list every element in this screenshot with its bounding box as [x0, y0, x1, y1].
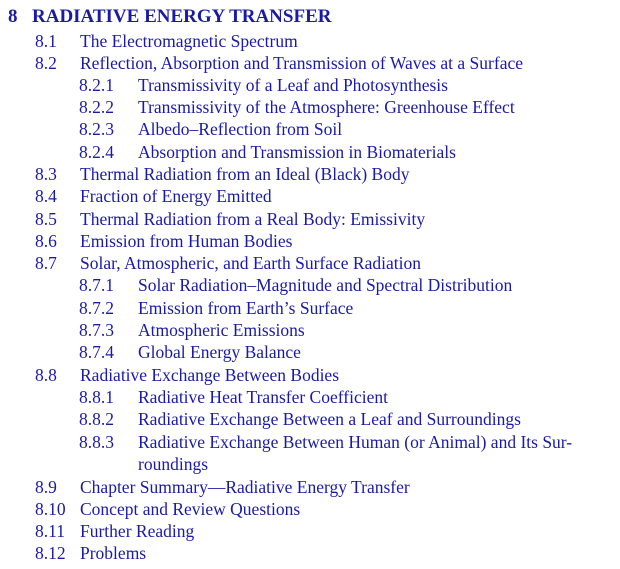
subsection-number: 8.2.4 — [79, 142, 114, 162]
section-title: Chapter Summary—Radiative Energy Transfer — [80, 477, 410, 497]
subsection-number: 8.8.3 — [79, 432, 114, 452]
subsection-title: Emission from Earth’s Surface — [138, 298, 354, 318]
section-title: Thermal Radiation from an Ideal (Black) Body — [80, 164, 410, 184]
section-title: Problems — [80, 543, 147, 563]
subsection-title: Transmissivity of the Atmosphere: Greenhouse Effect — [138, 97, 515, 117]
section-title: Thermal Radiation from a Real Body: Emissivity — [80, 209, 426, 229]
section-title: Reflection, Absorption and Transmission of Waves at a Surface — [80, 53, 523, 73]
subsection-number: 8.8.1 — [79, 387, 114, 407]
section-number: 8.9 — [35, 477, 57, 497]
section-number: 8.8 — [35, 365, 57, 385]
subsection-title: Global Energy Balance — [138, 342, 301, 362]
section-title: Radiative Exchange Between Bodies — [80, 365, 340, 385]
subsection-number: 8.8.2 — [79, 409, 114, 429]
section-number: 8.4 — [35, 186, 57, 206]
subsection-number: 8.2.3 — [79, 119, 114, 139]
subsection-title: Absorption and Transmission in Biomaterials — [138, 142, 456, 162]
subsection-title: Atmospheric Emissions — [138, 320, 305, 340]
subsection-title: Radiative Exchange Between Human (or Animal) and Its Sur-roundings — [138, 432, 573, 474]
section-number: 8.12 — [35, 543, 66, 563]
section-title: Fraction of Energy Emitted — [80, 186, 272, 206]
subsection-title: Radiative Heat Transfer Coefficient — [138, 387, 388, 407]
subsection-title: Solar Radiation–Magnitude and Spectral Distribution — [138, 275, 513, 295]
section-title: Concept and Review Questions — [80, 499, 301, 519]
subsection-number: 8.7.3 — [79, 320, 114, 340]
section-title: Emission from Human Bodies — [80, 231, 293, 251]
subsection-title: Radiative Exchange Between a Leaf and Surroundings — [138, 409, 521, 429]
section-number: 8.6 — [35, 231, 57, 251]
chapter-number: 8 — [8, 6, 18, 27]
section-number: 8.3 — [35, 164, 57, 184]
subsection-number: 8.7.1 — [79, 275, 114, 295]
chapter-heading[interactable] — [8, 6, 331, 28]
subsection-number: 8.2.1 — [79, 75, 114, 95]
subsection-number: 8.2.2 — [79, 97, 114, 117]
subsection-title: Albedo–Reflection from Soil — [138, 119, 343, 139]
subsection-title: Transmissivity of a Leaf and Photosynthesis — [138, 75, 448, 95]
section-number: 8.1 — [35, 31, 57, 51]
section-title: Further Reading — [80, 521, 195, 541]
section-number: 8.11 — [35, 521, 65, 541]
section-title: Solar, Atmospheric, and Earth Surface Radiation — [80, 253, 421, 273]
section-title: The Electromagnetic Spectrum — [80, 31, 298, 51]
subsection-number: 8.7.2 — [79, 298, 114, 318]
subsection-number: 8.7.4 — [79, 342, 114, 362]
section-number: 8.5 — [35, 209, 57, 229]
section-number: 8.7 — [35, 253, 57, 273]
section-number: 8.2 — [35, 53, 57, 73]
section-number: 8.10 — [35, 499, 66, 519]
chapter-title: RADIATIVE ENERGY TRANSFER — [32, 6, 332, 27]
